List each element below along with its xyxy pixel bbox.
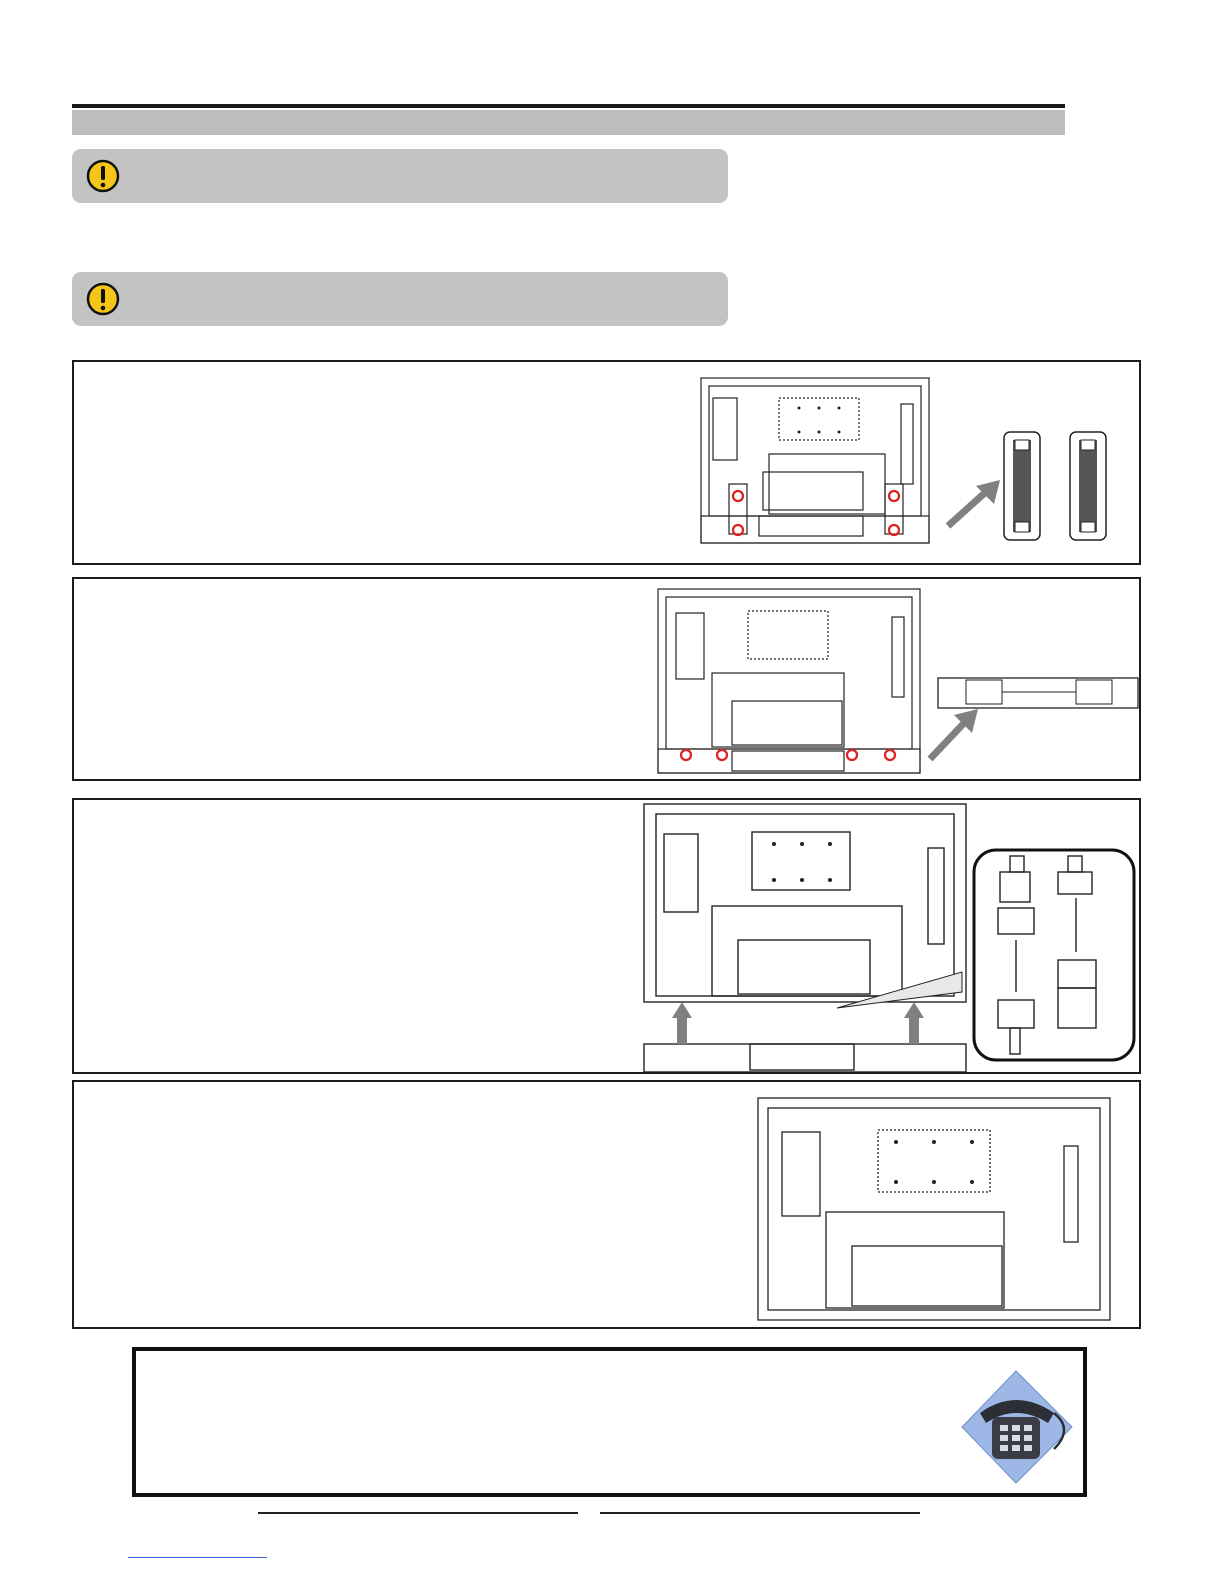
exclamation-icon [86,282,120,316]
step-panel-4 [72,1080,1141,1329]
exclamation-icon [86,159,120,193]
tv-rear-figure-1 [699,376,931,546]
tv-rear-figure-3 [642,802,968,1072]
clip-detail-figure [972,848,1136,1062]
support-box [132,1347,1087,1497]
signature-line-right [600,1512,920,1514]
link-underline[interactable] [128,1557,267,1558]
arrow-icon [924,703,984,765]
warning-bar-2 [72,272,728,326]
step-panel-1 [72,360,1141,565]
signature-line-left [258,1512,578,1514]
stand-leg-figure-right [1068,430,1108,542]
base-bracket-figure [936,676,1140,710]
section-title-bar [72,110,1065,135]
stand-leg-figure-left [1002,430,1042,542]
arrow-icon [942,476,1006,532]
tv-rear-figure-4 [756,1096,1112,1322]
telephone-icon [958,1369,1078,1487]
title-rule [72,104,1065,108]
step-panel-3 [72,798,1141,1074]
tv-rear-figure-2 [656,587,922,777]
warning-bar-1 [72,149,728,203]
step-panel-2 [72,577,1141,781]
